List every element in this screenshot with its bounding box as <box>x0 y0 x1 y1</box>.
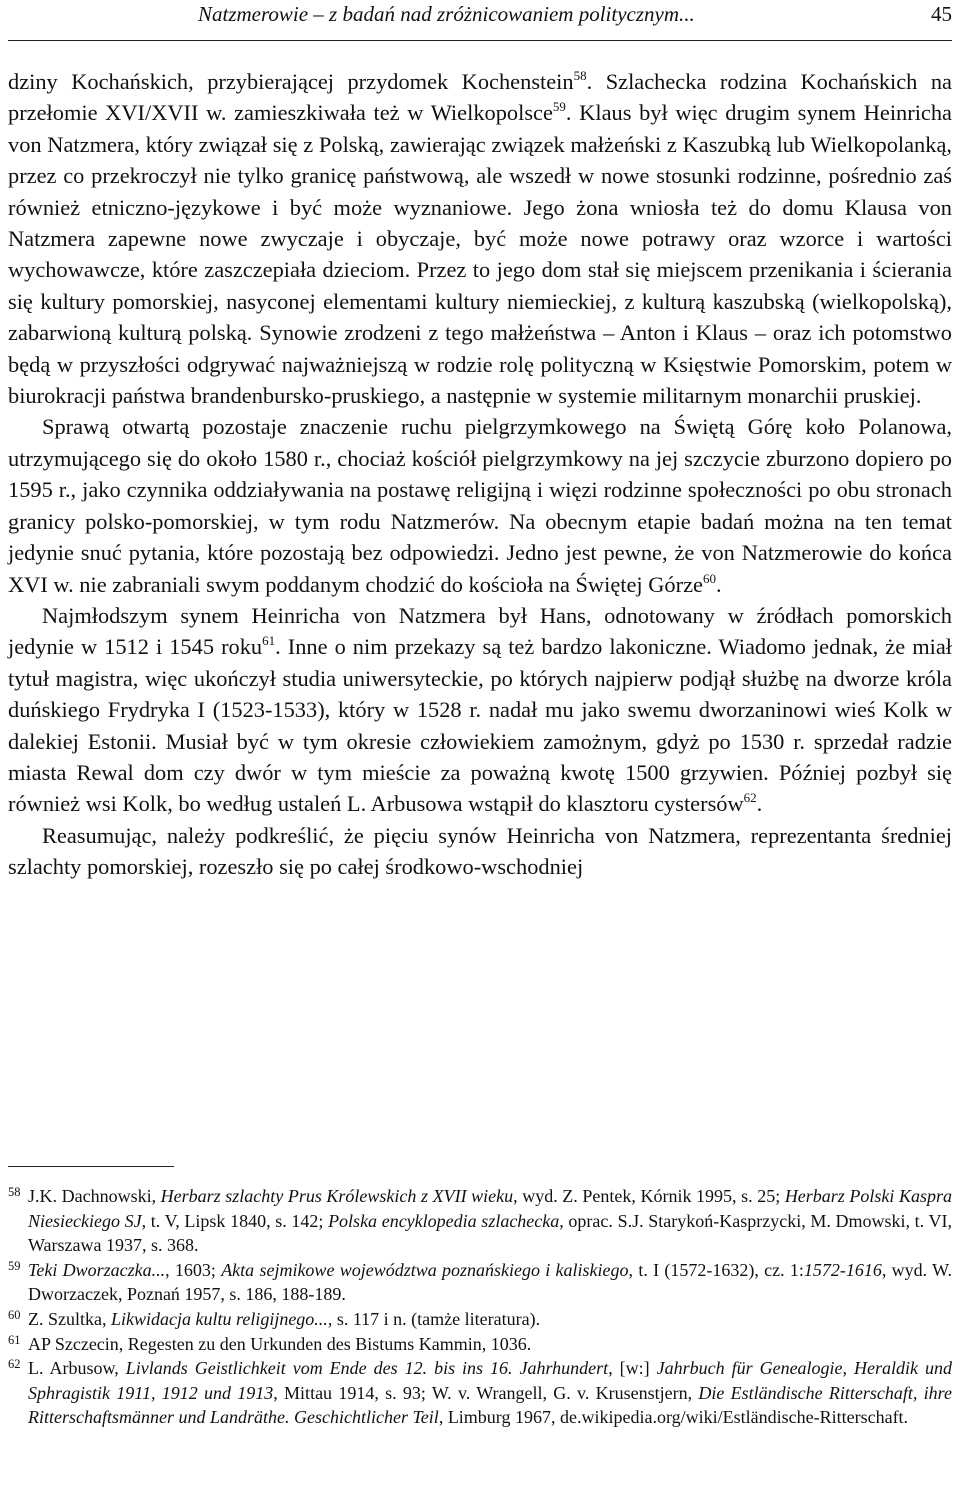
footnote-text: , t. V, Lipsk 1840, s. 142; <box>141 1210 329 1231</box>
footnote-number: 58 <box>8 1185 21 1199</box>
footnote-61 <box>8 1332 952 1357</box>
footnote-60 <box>8 1307 952 1332</box>
paragraph-text: . Klaus był więc drugim synem Heinricha von Natzmera, który związał się z Polską, zawierając związek małżeński z Kaszubką lub Wielkopolanką, przez co przekroczył nie tylko granicę państwową, ale wszedł w nowe stosunki rodzinne, pośrednio zaś również etniczno-językowe i być może wyznaniowe. Jego żona wniosła też do domu Klausa von Natzmera zapewne nowe zwyczaje i obyczaje, być może nowe potrawy oraz wzorce i wartości wychowawcze, które zaszczepiała dzieciom. Przez to jego dom stał się miejscem przenikania i ścierania się kultury pomorskiej, nasyconej elementami kultury niemieckiej, z kulturą kaszubską (wielkopolską), zabarwioną kulturą polską. Synowie zrodzeni z tego małżeństwa – Anton i Klaus – oraz ich potomstwo będą w przyszłości odgrywać najważniejszą w rodzie rolę polityczną w Księstwie Pomorskim, potem w biurokracji państwa brandenbursko-pruskiego, a następnie w systemie militarnym monarchii pruskiej. <box>8 100 952 409</box>
citation-title: Jahrbuch für Genealogie, Heraldik und Sphragistik 1911, 1912 und 1913 <box>28 1358 952 1403</box>
footnote-number: 59 <box>8 1258 21 1273</box>
footnote-reference: 58 <box>573 68 587 83</box>
footnote-number: 61 <box>8 1332 21 1347</box>
footnote-text: L. Arbusow, <box>28 1358 126 1379</box>
footnote-text: AP Szczecin, Regesten zu den Urkunden des Bistums Kammin, 1036. <box>28 1333 532 1354</box>
footnote-62 <box>8 1356 952 1430</box>
citation-title: 1572-1616 <box>803 1259 882 1280</box>
body-paragraph <box>8 820 952 883</box>
paragraph-text: . <box>715 571 722 597</box>
paragraph-text: . Szlachecka rodzina Kochańskich na przełomie XVI/XVII w. zamieszkiwała też w Wielkopolsce <box>8 69 952 126</box>
footnote-number: 60 <box>8 1307 21 1322</box>
paragraph-text: Sprawą otwartą pozostaje znaczenie ruchu pielgrzymkowego na Świętą Górę koło Polanowa, utrzymującego się do około 1580 r., chociaż kościół pielgrzymkowy na jej szczycie zburzono dopiero po 1595 r., jako czynnika oddziaływania na postawę religijną i więzi rodzinne społeczności po obu stronach granicy polsko-pomorskiej, w tym rodu Natzmerów. Na obecnym etapie badań można na ten temat jedynie snuć pytania, które pozostają bez odpowiedzi. Jedno jest pewne, że von Natzmerowie do końca XVI w. nie zabraniali swym poddanym chodzić do kościoła na Świętej Górze <box>8 414 952 597</box>
body-paragraph <box>8 600 952 820</box>
footnote-58 <box>8 1184 952 1258</box>
footnote-text: , s. 117 i n. (tamże literatura). <box>327 1308 541 1329</box>
citation-title: Likwidacja kultu religijnego... <box>111 1308 328 1329</box>
paragraph-text: Najmłodszym synem Heinricha von Natzmera był Hans, odnotowany w źródłach pomorskich jedynie w 1512 i 1545 roku <box>8 602 952 660</box>
footnote-divider <box>8 1166 174 1167</box>
paragraph-text: . <box>756 791 763 817</box>
footnote-text: , Mittau 1914, s. 93; W. v. Wrangell, G. v. Krusenstjern, <box>273 1382 699 1403</box>
citation-title: Livlands Geistlichkeit vom Ende des 12. bis ins 16. Jahrhundert <box>125 1358 609 1379</box>
citation-title: Akta sejmikowe województwa poznańskiego i kaliskiego <box>221 1259 629 1280</box>
footnote-59 <box>8 1258 952 1307</box>
footnote-reference: 62 <box>743 790 757 806</box>
paragraph-text: dziny Kochańskich, przybierającej przydomek Kochenstein <box>8 69 574 94</box>
footnote-text: , wyd. W. Dworzaczek, Poznań 1957, s. 186, 188-189. <box>28 1259 952 1305</box>
body-paragraph <box>8 66 952 411</box>
footnote-reference: 60 <box>702 570 716 586</box>
footnote-text: , Limburg 1967, de.wikipedia.org/wiki/Estländische-Ritterschaft. <box>438 1407 909 1428</box>
footnote-text: , oprac. S.J. Starykoń-Kasprzycki, M. Dmowski, t. VI, Warszawa 1937, s. 368. <box>28 1210 952 1256</box>
citation-title: Teki Dworzaczka... <box>28 1259 166 1280</box>
citation-title: Herbarz szlachty Prus Królewskich z XVII wieku <box>160 1186 514 1206</box>
paragraph-text: . Inne o nim przekazy są też bardzo lakoniczne. Wiadomo jednak, że miał tytuł magistra, więc ukończył studia uniwersyteckie, po których najpierw podjął służbę na dworze króla duńskiego Frydryka I (1523-1533), który w 1528 r. nadał mu jako swemu dworzaninowi wieś Kolk w dalekiej Estonii. Musiał być w tym okresie człowiekiem zamożnym, gdyż po 1530 r. sprzedał radzie miasta Rewal dom czy dwór w tym mieście za poważną kwotę 1500 grzywien. Później pozbył się również wsi Kolk, bo według ustaleń L. Arbusowa wstąpił do klasztoru cystersów <box>8 634 952 817</box>
footnotes <box>8 1184 952 1430</box>
footnote-reference: 59 <box>552 99 566 115</box>
paragraph-text: Reasumując, należy podkreślić, że pięciu synów Heinricha von Natzmera, reprezentanta średniej szlachty pomorskiej, rozeszło się po całej środkowo-wschodniej <box>8 822 952 880</box>
footnote-text: , [w:] <box>608 1358 657 1379</box>
citation-title: Herbarz Polski Kaspra Niesieckiego SJ <box>28 1186 952 1231</box>
body-text <box>8 66 952 883</box>
footnote-reference: 61 <box>262 633 276 649</box>
footnote-text: Z. Szultka, <box>28 1308 111 1329</box>
citation-title: Polska encyklopedia szlachecka <box>328 1210 560 1231</box>
footnote-text: J.K. Dachnowski, <box>28 1186 161 1206</box>
footnote-text: , wyd. Z. Pentek, Kórnik 1995, s. 25; <box>513 1186 785 1206</box>
running-title: Natzmerowie – z badań nad zróżnicowaniem politycznym... <box>198 2 695 26</box>
footnote-text: , 1603; <box>165 1259 222 1280</box>
page-number: 45 <box>931 2 952 26</box>
citation-title: Die Estländische Ritterschaft, ihre Ritterschaftsmänner und Landräthe. Geschichtlicher Teil <box>28 1382 953 1428</box>
footnote-text: , t. I (1572-1632), cz. 1: <box>628 1259 804 1280</box>
body-paragraph <box>8 411 952 599</box>
footnote-number: 62 <box>8 1357 21 1372</box>
running-header <box>8 0 952 41</box>
